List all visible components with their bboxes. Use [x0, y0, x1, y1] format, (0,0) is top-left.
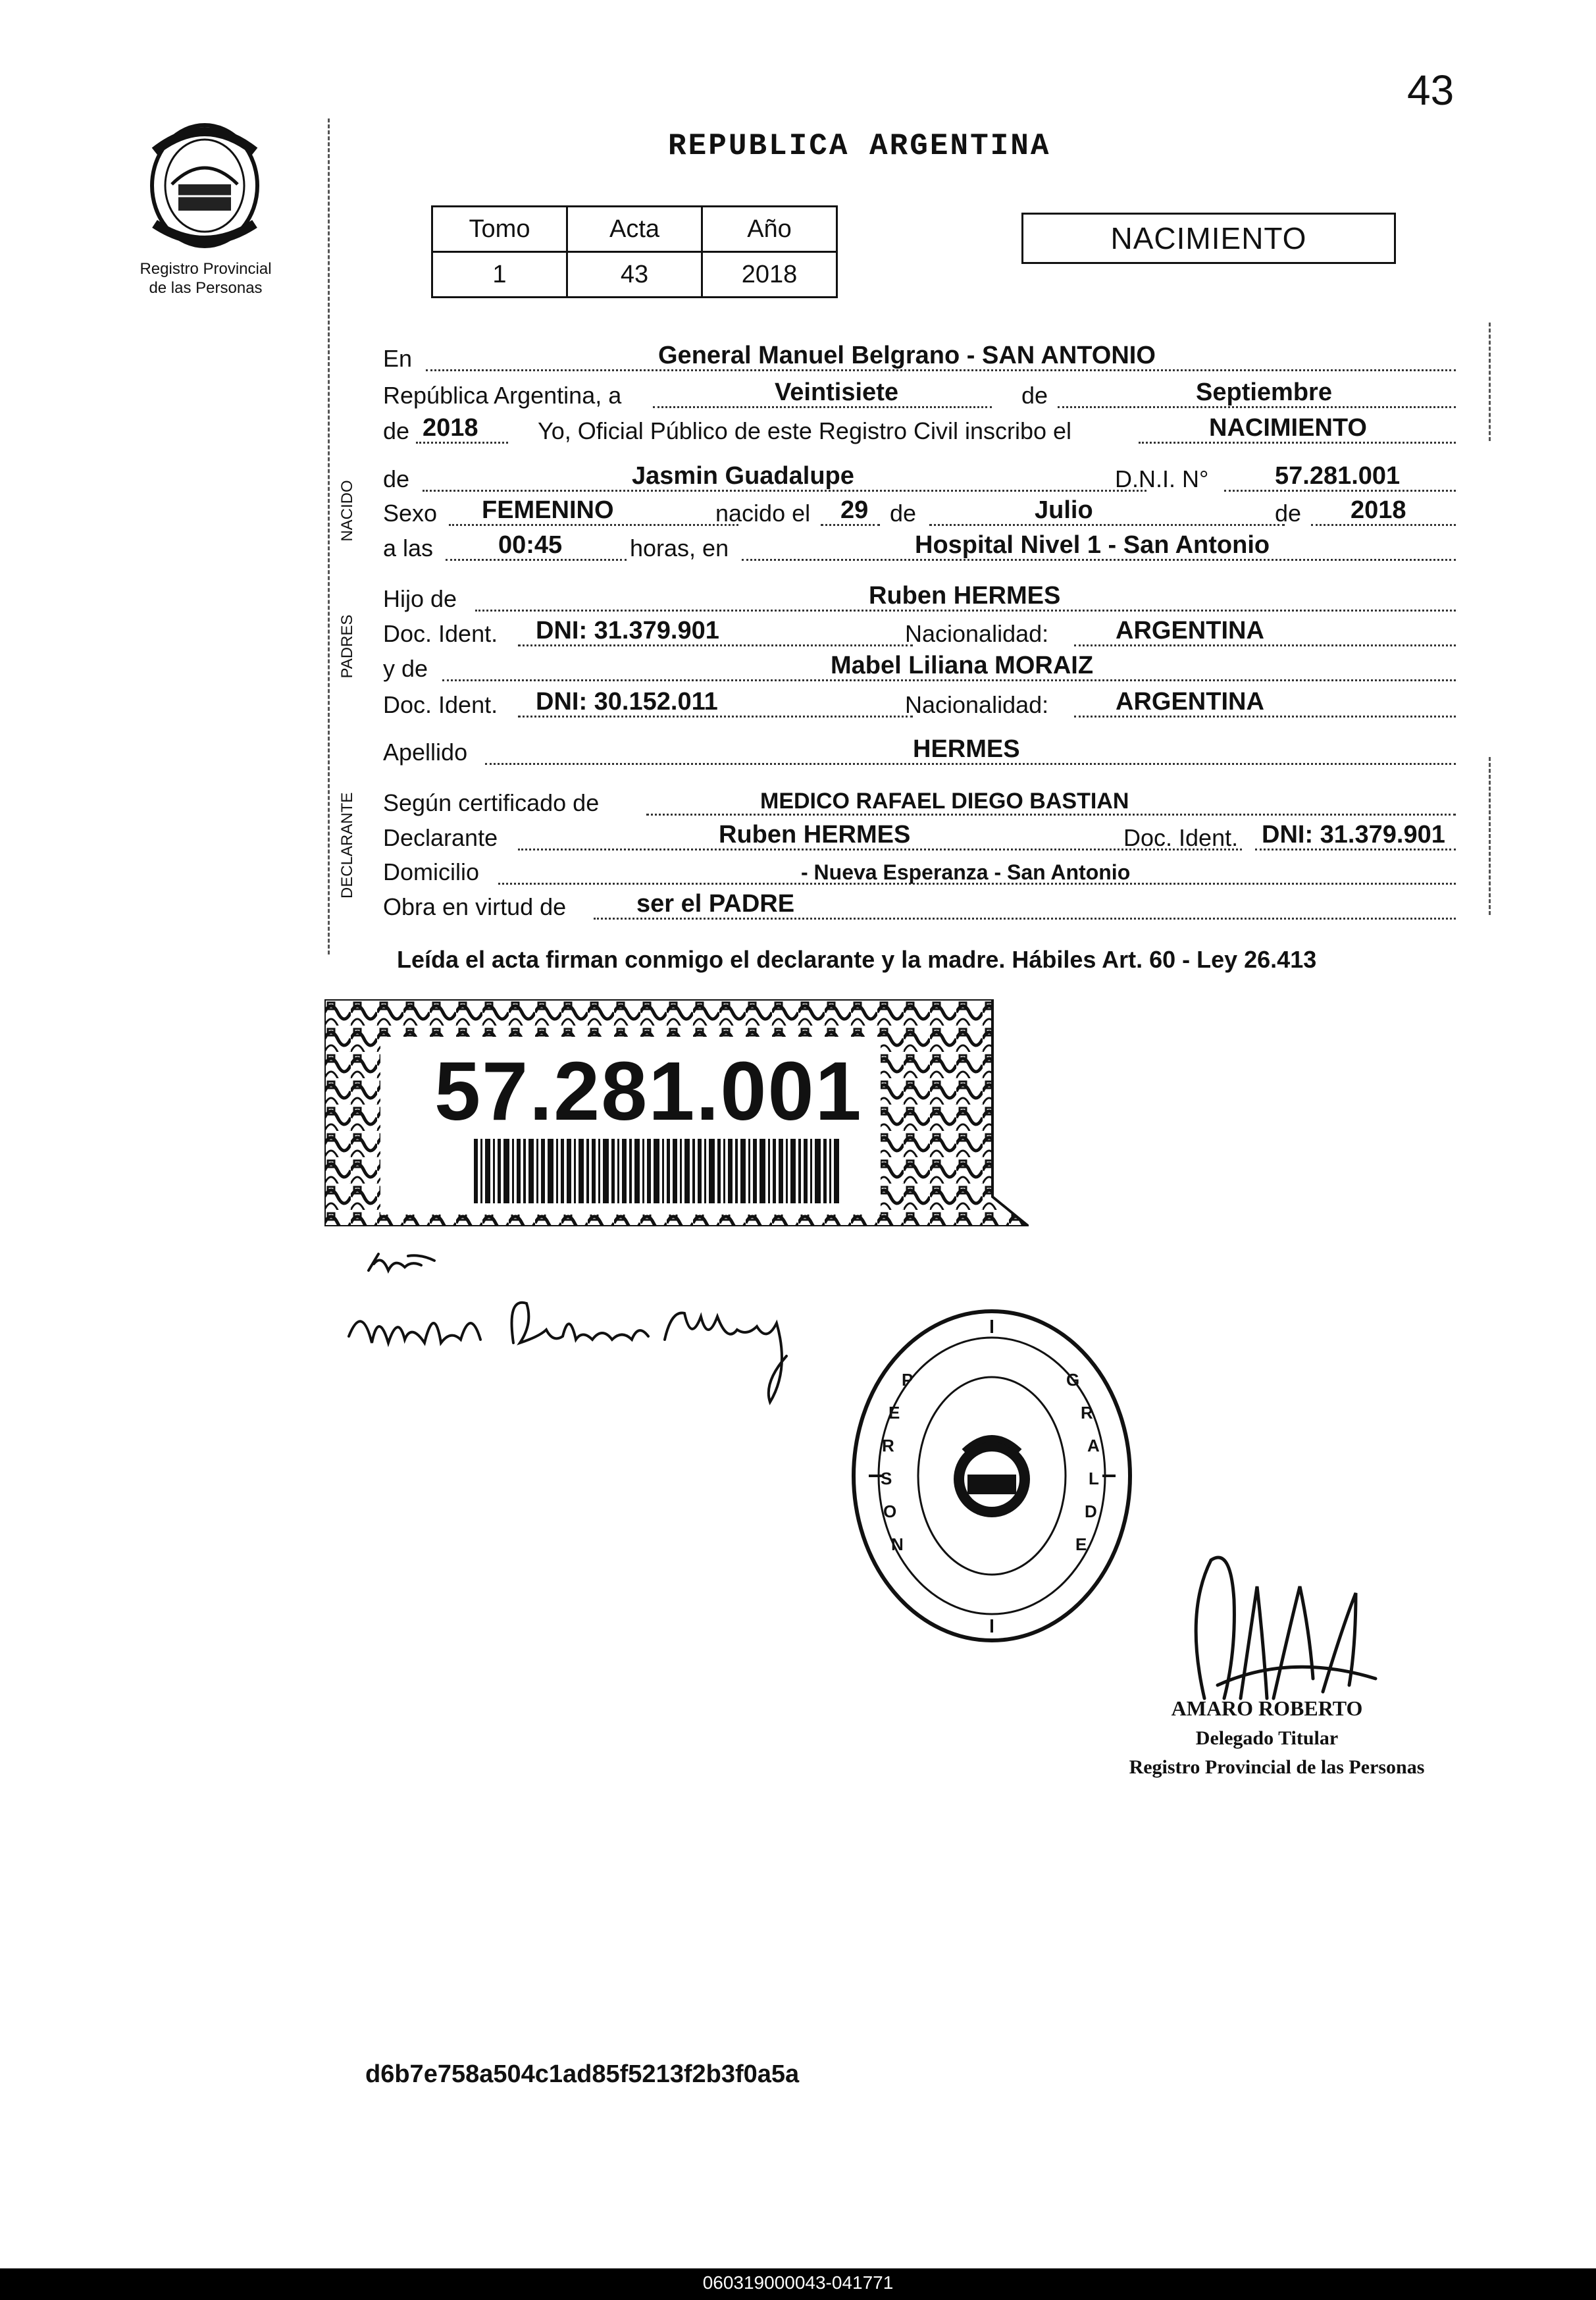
birth-year-value: 2018 [1351, 496, 1406, 524]
svg-text:P: P [902, 1370, 914, 1390]
row-date [383, 380, 1456, 413]
declarant-name-value: Ruben HERMES [719, 821, 911, 849]
svg-text:E: E [888, 1403, 900, 1423]
side-label-nacido: NACIDO [338, 480, 356, 542]
child-name-value: Jasmin Guadalupe [632, 462, 854, 490]
logo-caption-line1: Registro Provincial [140, 260, 272, 278]
side-label-padres: PADRES [338, 614, 356, 679]
dotted-line [929, 524, 1285, 526]
act-type-value: NACIMIENTO [1209, 414, 1367, 442]
dni-card-number: 57.281.001 [434, 1045, 863, 1137]
label-horas: horas, en [630, 535, 729, 562]
label-doc-mother: Doc. Ident. [383, 691, 498, 718]
registry-header-row [432, 207, 837, 252]
row-address [383, 857, 1456, 890]
svg-text:R: R [882, 1436, 894, 1455]
father-doc-value: DNI: 31.379.901 [536, 617, 719, 644]
svg-text:N: N [891, 1534, 904, 1554]
birth-time-value: 00:45 [498, 531, 563, 559]
provincial-coat-of-arms-logo [142, 112, 268, 257]
row-time-place [383, 533, 1456, 566]
label-sexo: Sexo [383, 500, 438, 527]
birth-month-value: Julio [1035, 496, 1093, 524]
row-surname [383, 737, 1456, 770]
label-de: de [1021, 382, 1048, 409]
row-sex-birth [383, 498, 1456, 531]
mother-signature [342, 1251, 842, 1422]
label-nacionalidad-mother: Nacionalidad: [905, 691, 1049, 718]
closing-statement: Leída el acta firman conmigo el declarante y la madre. Hábiles Art. 60 - Ley 26.413 [397, 946, 1317, 973]
address-value: - Nueva Esperanza - San Antonio [801, 860, 1131, 884]
side-label-declarante: DECLARANTE [338, 792, 356, 899]
right-margin-line-top [1489, 323, 1491, 441]
father-nationality-value: ARGENTINA [1116, 617, 1264, 644]
record-type-box: NACIMIENTO [1021, 213, 1396, 264]
label-segun: Según certificado de [383, 789, 600, 816]
officer-role: Delegado Titular [1195, 1727, 1339, 1749]
birth-place-value: Hospital Nivel 1 - San Antonio [915, 531, 1270, 559]
label-hijo: Hijo de [383, 585, 457, 612]
svg-text:A: A [1087, 1436, 1100, 1455]
svg-text:R: R [1081, 1403, 1093, 1423]
registry-header-tomo: Tomo [432, 207, 567, 252]
registry-value-row [432, 252, 837, 298]
right-margin-line-bottom [1489, 757, 1491, 915]
row-mother-doc [383, 690, 1456, 723]
statement-text: Yo, Oficial Público de este Registro Civil inscribo el [538, 417, 1072, 444]
row-father-doc [383, 619, 1456, 652]
child-dni-value: 57.281.001 [1275, 462, 1401, 490]
place-value: General Manuel Belgrano - SAN ANTONIO [658, 342, 1156, 369]
label-republica: República Argentina, a [383, 382, 622, 409]
registry-table [431, 205, 838, 298]
svg-text:D: D [1085, 1502, 1097, 1521]
label-de-year: de [383, 417, 410, 444]
label-nacido: nacido el [715, 500, 811, 527]
label-doc-father: Doc. Ident. [383, 620, 498, 647]
official-seal [849, 1307, 1135, 1646]
country-title: REPUBLICA ARGENTINA [668, 129, 1051, 163]
svg-text:E: E [1075, 1534, 1087, 1554]
label-domicilio: Domicilio [383, 858, 480, 885]
footer-code: 060319000043-041771 [702, 2272, 894, 2293]
svg-text:L: L [1089, 1469, 1099, 1488]
row-mother [383, 654, 1456, 687]
mother-nationality-value: ARGENTINA [1116, 688, 1264, 716]
label-obra: Obra en virtud de [383, 893, 567, 920]
label-apellido: Apellido [383, 739, 468, 766]
row-place [383, 344, 1456, 377]
birth-day-value: 29 [840, 496, 869, 524]
father-name-value: Ruben HERMES [869, 582, 1061, 610]
label-nacionalidad-father: Nacionalidad: [905, 620, 1049, 647]
label-de-birthyear: de [1275, 500, 1302, 527]
surname-value: HERMES [913, 735, 1020, 763]
row-statement [383, 416, 1456, 449]
registry-header-acta: Acta [567, 207, 702, 252]
row-acting-as [383, 892, 1456, 925]
day-text-value: Veintisiete [775, 379, 898, 406]
document-hash: d6b7e758a504c1ad85f5213f2b3f0a5a [365, 2060, 800, 2088]
registry-value-acta: 43 [567, 252, 702, 298]
label-yde: y de [383, 655, 428, 682]
label-declarante: Declarante [383, 824, 498, 851]
label-alas: a las [383, 535, 434, 562]
registry-value-ano: 2018 [702, 252, 837, 298]
row-declarant [383, 823, 1456, 856]
label-dni: D.N.I. N° [1115, 465, 1209, 492]
registry-header-ano: Año [702, 207, 837, 252]
certificate-value: MEDICO RAFAEL DIEGO BASTIAN [760, 789, 1129, 814]
label-en: En [383, 345, 413, 372]
logo-caption [118, 259, 293, 298]
declarant-doc-value: DNI: 31.379.901 [1262, 821, 1445, 849]
label-doc-declarant: Doc. Ident. [1123, 824, 1239, 851]
officer-office: Registro Provincial de las Personas [1129, 1756, 1425, 1778]
svg-text:G: G [1066, 1370, 1080, 1390]
year-value: 2018 [423, 414, 478, 442]
month-text-value: Septiembre [1196, 379, 1332, 406]
label-de-child: de [383, 465, 410, 492]
svg-text:S: S [881, 1469, 892, 1488]
row-certificate [383, 788, 1456, 821]
registry-value-tomo: 1 [432, 252, 567, 298]
officer-signature [1158, 1547, 1402, 1712]
svg-text:O: O [883, 1502, 897, 1521]
mother-name-value: Mabel Liliana MORAIZ [831, 652, 1094, 679]
officer-name: AMARO ROBERTO [1171, 1696, 1363, 1720]
barcode-image [474, 1139, 839, 1203]
mother-doc-value: DNI: 30.152.011 [536, 688, 718, 716]
row-child-name [383, 464, 1456, 497]
row-father [383, 584, 1456, 617]
logo-caption-line2: de las Personas [149, 279, 263, 297]
acting-as-value: ser el PADRE [636, 890, 795, 918]
left-margin-line [328, 118, 330, 954]
page-number: 43 [1407, 66, 1454, 114]
sex-value: FEMENINO [482, 496, 614, 524]
label-de-month: de [890, 500, 917, 527]
